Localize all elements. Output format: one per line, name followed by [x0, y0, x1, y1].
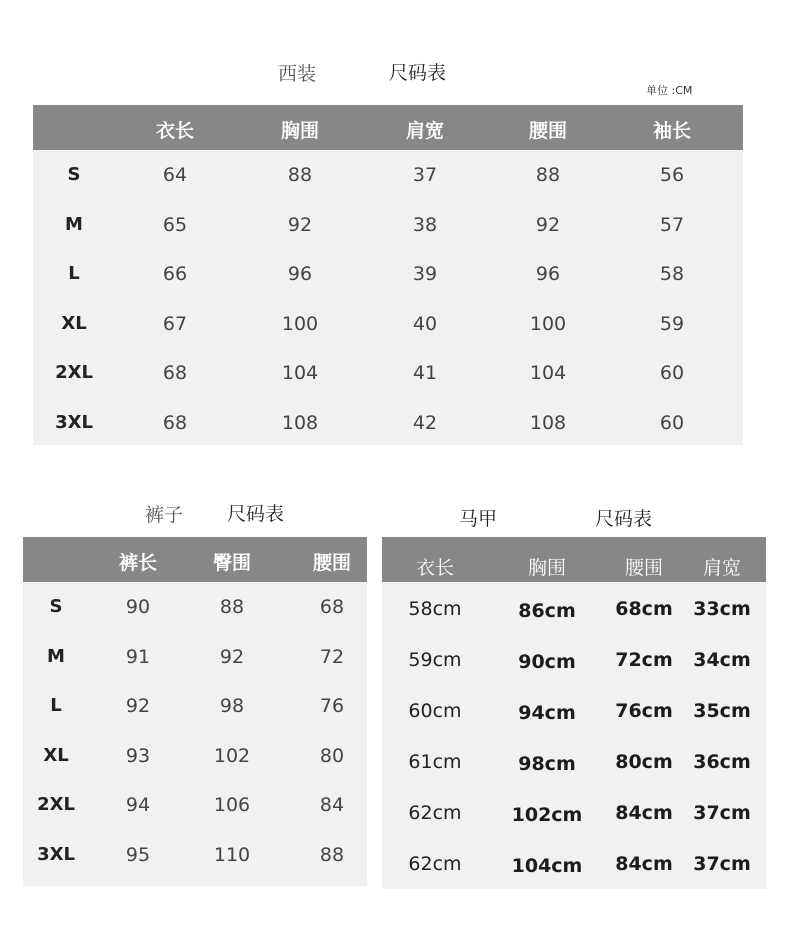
vest-header-cell: 肩宽 [702, 557, 742, 579]
pants-table-cell: 84 [319, 794, 345, 817]
vest-table-cell: 59cm [408, 649, 462, 671]
suit-header-cell: 袖长 [652, 120, 692, 142]
pants-table-cell: 98 [219, 695, 245, 718]
pants-size-label: M [47, 645, 65, 667]
suit-table-cell: 108 [529, 412, 567, 434]
pants-table-cell: 106 [213, 794, 251, 817]
pants-header-cell: 臀围 [212, 552, 252, 574]
pants-table-cell: 72 [319, 645, 345, 668]
vest-table-cell: 36cm [693, 751, 751, 773]
vest-table-cell: 76cm [615, 700, 673, 722]
pants-header-cell: 腰围 [312, 552, 352, 574]
suit-header-cell: 肩宽 [405, 120, 445, 142]
suit-header-cell: 腰围 [528, 120, 568, 142]
suit-size-label: 2XL [55, 362, 93, 384]
suit-table-cell: 60 [659, 412, 685, 434]
suit-table-cell: 38 [412, 213, 438, 236]
pants-title-name: 裤子 [145, 504, 184, 526]
pants-table-cell: 92 [219, 645, 245, 668]
vest-table-cell: 61cm [408, 751, 462, 773]
pants-table-cell: 88 [319, 844, 345, 866]
vest-table-cell: 33cm [693, 598, 751, 620]
vest-title-chart: 尺码表 [595, 508, 653, 530]
pants-table-cell: 110 [213, 844, 251, 866]
pants-table-cell: 90 [125, 596, 151, 618]
vest-table-cell: 84cm [615, 802, 673, 824]
suit-table-cell: 40 [412, 312, 438, 335]
vest-header-cell: 腰围 [624, 557, 664, 579]
suit-table-header [33, 105, 743, 150]
pants-size-label: S [49, 596, 63, 617]
suit-unit-label: 单位 :CM [646, 84, 693, 97]
pants-table-cell: 94 [125, 794, 151, 817]
pants-size-table [23, 537, 367, 886]
suit-size-label: XL [61, 312, 87, 334]
vest-table-cell: 104cm [511, 855, 583, 877]
vest-table-cell: 86cm [518, 600, 576, 622]
pants-table-cell: 91 [125, 645, 151, 668]
vest-table-cell: 37cm [693, 853, 751, 875]
pants-title-chart: 尺码表 [227, 503, 285, 525]
vest-table-cell: 35cm [693, 700, 751, 722]
vest-table-cell: 90cm [518, 651, 576, 673]
pants-size-label: 3XL [37, 844, 75, 865]
suit-header-cell: 胸围 [280, 120, 320, 142]
suit-size-label: 3XL [55, 412, 93, 433]
suit-table-cell: 104 [281, 362, 319, 385]
suit-table-cell: 60 [659, 362, 685, 385]
suit-size-label: S [67, 164, 81, 185]
vest-table-cell: 37cm [693, 802, 751, 824]
suit-table-cell: 65 [162, 213, 188, 236]
suit-table-cell: 66 [162, 263, 188, 286]
suit-table-cell: 68 [162, 362, 188, 385]
pants-table-cell: 88 [219, 596, 245, 618]
vest-table-cell: 58cm [408, 598, 462, 620]
pants-table-cell: 92 [125, 695, 151, 718]
suit-table-cell: 67 [162, 312, 188, 335]
vest-table-cell: 80cm [615, 751, 673, 773]
vest-title-name: 马甲 [459, 508, 498, 530]
vest-table-cell: 98cm [518, 753, 576, 775]
vest-table-cell: 72cm [615, 649, 673, 671]
suit-table-cell: 104 [529, 362, 567, 385]
vest-table-cell: 84cm [615, 853, 673, 875]
pants-size-label: XL [43, 744, 69, 766]
suit-size-label: L [68, 263, 80, 285]
suit-size-label: M [65, 213, 83, 235]
suit-table-cell: 37 [412, 164, 438, 186]
suit-table-cell: 92 [287, 213, 313, 236]
suit-table-cell: 96 [535, 263, 561, 286]
suit-table-cell: 57 [659, 213, 685, 236]
suit-table-cell: 68 [162, 412, 188, 434]
suit-title-chart: 尺码表 [389, 62, 447, 84]
vest-header-cell: 衣长 [415, 557, 455, 579]
vest-table-cell: 68cm [615, 598, 673, 620]
pants-size-label: L [50, 695, 62, 717]
suit-table-cell: 88 [535, 164, 561, 186]
vest-table-cell: 94cm [518, 702, 576, 724]
suit-table-cell: 56 [659, 164, 685, 186]
vest-size-table [382, 537, 766, 889]
pants-table-cell: 102 [213, 744, 251, 767]
suit-table-cell: 96 [287, 263, 313, 286]
vest-table-cell: 102cm [511, 804, 583, 826]
suit-title-name: 西装 [278, 63, 317, 85]
pants-size-label: 2XL [37, 794, 75, 816]
pants-table-cell: 80 [319, 744, 345, 767]
vest-table-cell: 34cm [693, 649, 751, 671]
pants-header-cell: 裤长 [118, 552, 158, 574]
suit-table-cell: 108 [281, 412, 319, 434]
vest-table-cell: 62cm [408, 853, 462, 875]
pants-table-cell: 68 [319, 596, 345, 618]
suit-table-cell: 92 [535, 213, 561, 236]
suit-table-cell: 59 [659, 312, 685, 335]
pants-table-cell: 93 [125, 744, 151, 767]
suit-size-table [33, 105, 743, 445]
suit-header-cell: 衣长 [155, 120, 195, 142]
suit-table-cell: 58 [659, 263, 685, 286]
suit-table-cell: 39 [412, 263, 438, 286]
pants-table-cell: 95 [125, 844, 151, 866]
suit-table-cell: 42 [412, 412, 438, 434]
suit-table-cell: 88 [287, 164, 313, 186]
vest-table-cell: 60cm [408, 700, 462, 722]
suit-table-cell: 41 [412, 362, 438, 385]
suit-table-cell: 100 [281, 312, 319, 335]
vest-table-cell: 62cm [408, 802, 462, 824]
pants-table-cell: 76 [319, 695, 345, 718]
suit-table-cell: 64 [162, 164, 188, 186]
vest-header-cell: 胸围 [527, 557, 567, 579]
suit-table-cell: 100 [529, 312, 567, 335]
